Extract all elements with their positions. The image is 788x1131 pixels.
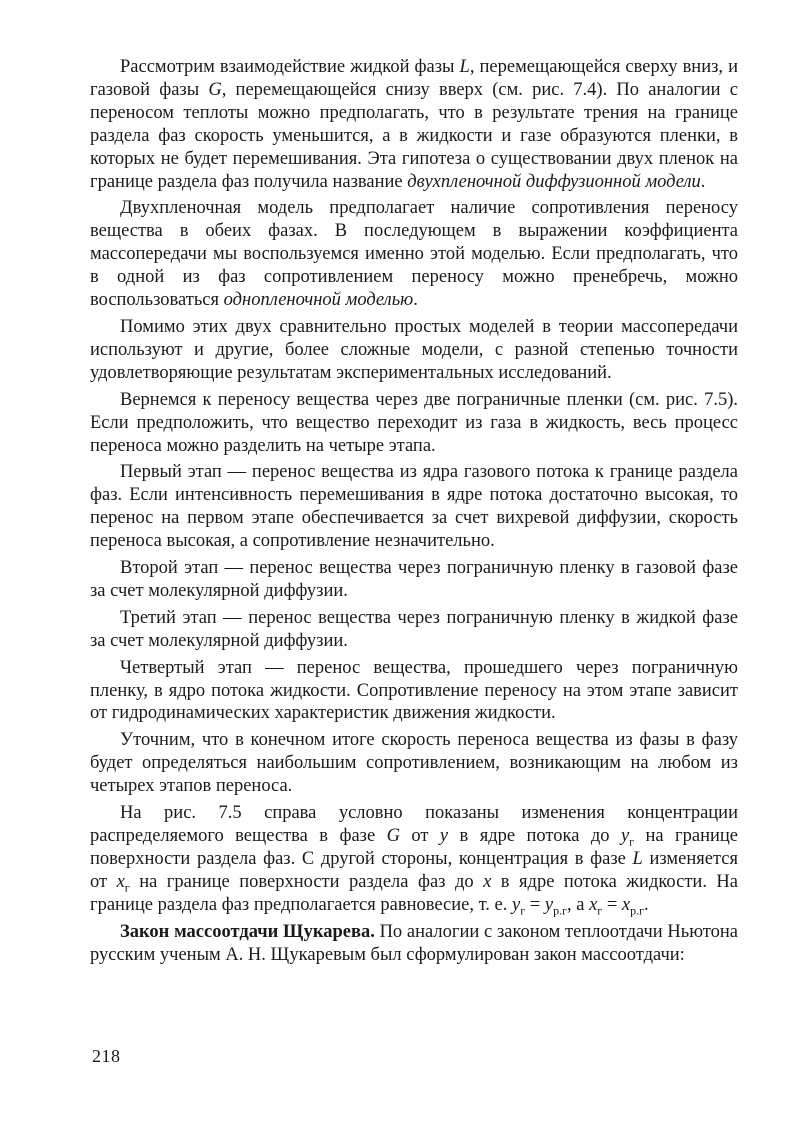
text-run: Третий этап — перенос вещества через пограничную пленку в жидкой фазе за счет молекулярной диффузии. [90,607,738,651]
italic-text: x [589,894,598,915]
text-run: Уточним, что в конечном итоге скорость переноса вещества из фазы в фазу будет определяться наибольшим сопротивлением, возникающим на любом из четырех этапов переноса. [90,730,738,797]
italic-text: L [459,57,470,77]
text-run: . [700,171,706,192]
paragraph [90,316,738,385]
subscript: р.г [630,903,645,918]
subscript: г [629,834,635,849]
paragraph [90,557,738,603]
subscript: р.г [553,903,567,918]
bold-text: Закон массоотдачи Щукарева. [120,921,375,942]
paragraph [90,461,738,553]
text-run: на границе поверхности раздела фаз. С другой стороны, концентрация в фазе [90,826,738,869]
text-run: в ядре потока до [448,826,621,846]
italic-text: y [544,894,554,915]
paragraph [90,56,738,193]
text-run: Четвертый этап — перенос вещества, прошедшего через пограничную пленку, в ядро потока жидкости. Сопротивление переносу на этом этапе зависит от гидродинамических характеристик движения жидкости. [90,657,738,724]
italic-text: x [483,871,492,892]
text-run: Второй этап — перенос вещества через пограничную пленку в газовой фазе за счет молекулярной диффузии. [90,558,738,601]
italic-text: L [632,848,643,869]
paragraph [90,607,738,653]
text-run: = [525,894,545,915]
text-run: . [413,290,418,311]
paragraph [90,389,738,458]
text-run: Вернемся к переносу вещества через две пограничные пленки (см. рис. 7.5). Если предположить, что вещество переходит из газа в жидкость, весь процесс переноса можно разделить на четыре этапа. [90,389,738,456]
text-run: Рассмотрим взаимодействие жидкой фазы [120,57,460,77]
italic-text: двухпленочной диффузионной модели [407,171,701,192]
italic-text: x [116,871,125,892]
paragraph [90,729,738,798]
text-run: от [399,826,440,846]
paragraph [90,657,738,726]
paragraph [90,802,738,917]
italic-text: y [512,894,521,915]
text-run: в ядре потока жидкости. На границе раздела фаз предполагается равновесие, т. е. [90,871,738,915]
italic-text: G [208,79,222,100]
body-text [90,56,738,966]
italic-text: однопленочной моделью [223,290,414,311]
text-run: Двухпленочная модель предполагает наличие сопротивления переносу вещества в обеих фазах. В последующем в выражении коэффициента массопередачи мы воспользуемся именно этой моделью. Если предполагать, что в одной из фаз сопротивлением переносу можно пренебречь, можно воспользоваться [90,198,738,311]
italic-text: y [439,826,449,846]
text-run: . [644,894,649,915]
text-run: По аналогии с законом теплоотдачи Ньютона русским ученым А. Н. Щукаревым был сформулирован закон массоотдачи: [90,921,738,965]
italic-text: G [386,826,400,846]
text-run: = [602,894,622,915]
italic-text: x [621,894,631,915]
text-run: изменяется от [90,848,738,892]
page-number: 218 [92,1046,121,1066]
paragraph [90,197,738,312]
subscript: г [520,903,526,918]
text-run: на границе поверхности раздела фаз до [129,871,484,892]
text-run: Помимо этих двух сравнительно простых моделей в теории массопередачи используют и другие, более сложные модели, с разной степенью точности удовлетворяющие результатам экспериментальных исследований. [90,316,738,383]
text-run: , а [566,894,590,915]
text-run: , перемещающейся сверху вниз, и газовой фазы [90,57,739,100]
subscript: г [124,880,130,895]
text-run: Первый этап — перенос вещества из ядра газового потока к границе раздела фаз. Если интенсивность перемешивания в ядре потока достаточно высокая, то перенос на первом этапе обеспечивается за счет вихревой диффузии, скорость переноса высокая, а сопротивление незначительно. [90,462,738,552]
italic-text: y [620,826,630,846]
paragraph [90,921,738,967]
text-run: На рис. 7.5 справа условно показаны изменения концентрации распределяемого вещества в фазе [90,803,738,846]
text-run: , перемещающейся снизу вверх (см. рис. 7.4). По аналогии с переносом теплоты можно предполагать, что в результате трения на границе раздела фаз скорость уменьшится, а в жидкости и газе образуются пленки, в которых не будет перемешивания. Эта гипотеза о существовании двух пленок на границе раздела фаз получила название [90,79,738,192]
subscript: г [597,903,603,918]
